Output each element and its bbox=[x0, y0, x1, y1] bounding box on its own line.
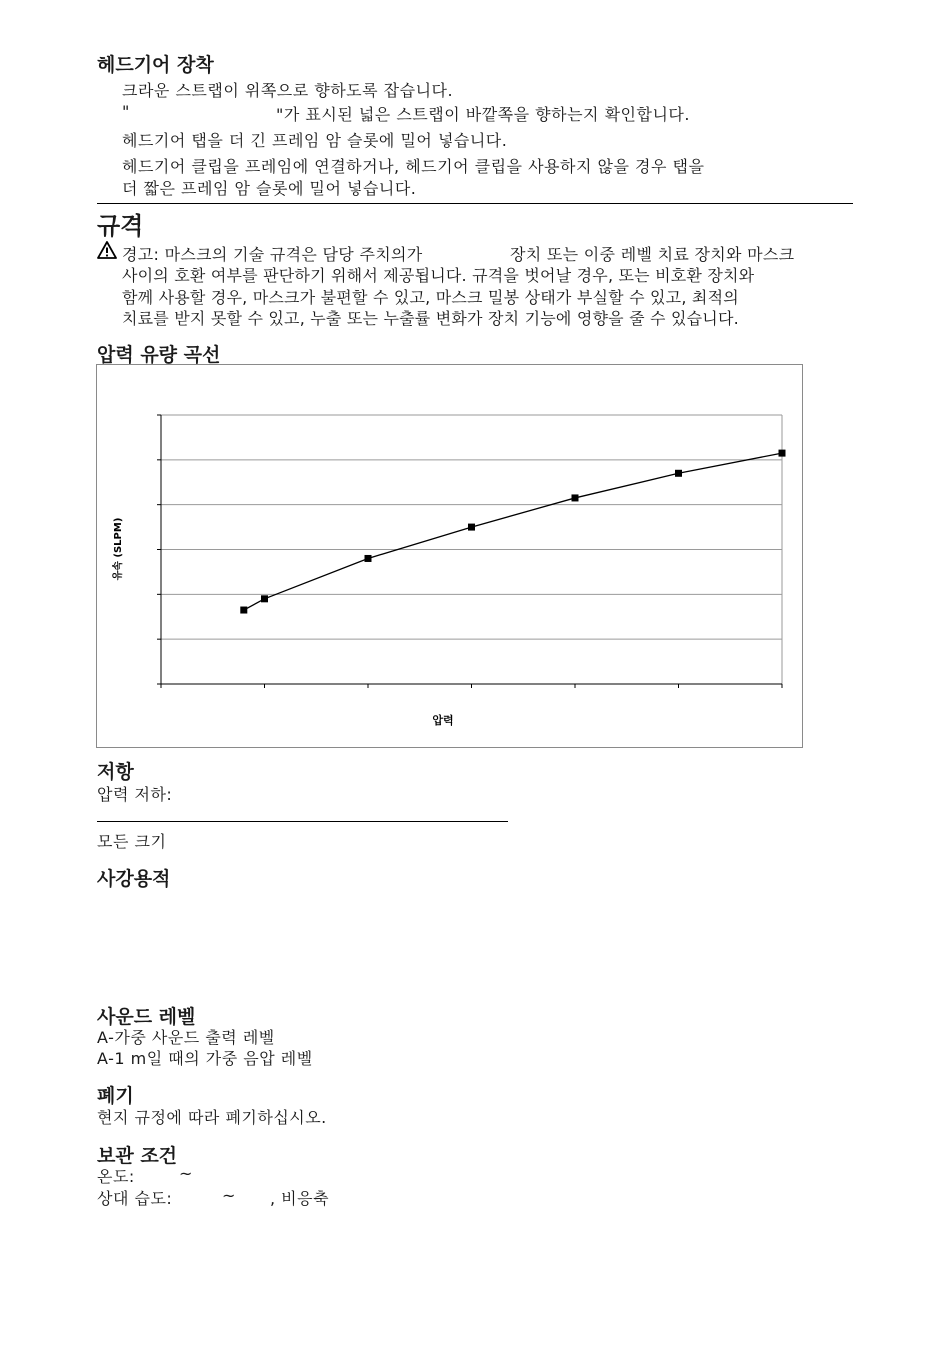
chart-data-point-0 bbox=[240, 607, 247, 614]
warning-line-1b: 장치 또는 이중 레벨 치료 장치와 마스크 bbox=[510, 245, 795, 264]
humidity-label: 상대 습도: bbox=[97, 1189, 173, 1208]
pressure-flow-chart bbox=[96, 364, 803, 748]
resistance-table-rule bbox=[97, 821, 508, 822]
chart-data-point-3 bbox=[468, 524, 475, 531]
headgear-line-2: "가 표시된 넓은 스트랩이 바깥쪽을 향하는지 확인합니다. bbox=[276, 105, 690, 124]
resistance-title: 저항 bbox=[97, 761, 134, 783]
humidity-separator: ~ bbox=[222, 1186, 236, 1205]
temperature-separator: ~ bbox=[179, 1164, 193, 1183]
chart-data-point-2 bbox=[365, 555, 372, 562]
storage-title: 보관 조건 bbox=[97, 1145, 178, 1167]
chart-data-point-5 bbox=[675, 470, 682, 477]
warning-line-1a: 경고: 마스크의 기술 규격은 담당 주치의가 bbox=[122, 245, 423, 264]
sound-line-2: A-1 m일 때의 가중 음압 레벨 bbox=[97, 1049, 313, 1068]
disposal-text: 현지 규정에 따라 폐기하십시오. bbox=[97, 1108, 327, 1127]
all-sizes-label: 모든 크기 bbox=[97, 832, 167, 851]
warning-line-2: 사이의 호환 여부를 판단하기 위해서 제공됩니다. 규격을 벗어날 경우, 또는 비호환 장치와 bbox=[122, 266, 755, 285]
chart-x-axis-label: 압력 bbox=[432, 714, 454, 727]
chart-data-point-4 bbox=[572, 494, 579, 501]
headgear-line-2-open-quote: " bbox=[122, 102, 130, 121]
humidity-suffix: , 비응축 bbox=[270, 1189, 330, 1208]
temperature-label: 온도: bbox=[97, 1167, 135, 1186]
disposal-title: 폐기 bbox=[97, 1085, 134, 1107]
section-divider bbox=[97, 203, 853, 204]
warning-line-4: 치료를 받지 못할 수 있고, 누출 또는 누출률 변화가 장치 기능에 영향을 줄 수 있습니다. bbox=[122, 309, 739, 328]
warning-line-3: 함께 사용할 경우, 마스크가 불편할 수 있고, 마스크 밀봉 상태가 부실할 수 있고, 최적의 bbox=[122, 288, 739, 307]
headgear-line-3: 헤드기어 탭을 더 긴 프레임 암 슬롯에 밀어 넣습니다. bbox=[122, 131, 508, 150]
headgear-line-5: 더 짧은 프레임 암 슬롯에 밀어 넣습니다. bbox=[122, 179, 417, 198]
sound-title: 사운드 레벨 bbox=[97, 1006, 196, 1028]
headgear-line-1: 크라운 스트랩이 위쪽으로 향하도록 잡습니다. bbox=[122, 81, 454, 100]
chart-data-point-1 bbox=[261, 595, 268, 602]
pressure-drop-label: 압력 저하: bbox=[97, 785, 173, 804]
specs-title: 규격 bbox=[97, 212, 144, 240]
chart-series-line-0 bbox=[244, 453, 782, 610]
dead-space-title: 사강용적 bbox=[97, 868, 171, 890]
chart-y-axis-label: 유속 (SLPM) bbox=[113, 517, 124, 581]
chart-data-point-6 bbox=[779, 450, 786, 457]
headgear-title: 헤드기어 장착 bbox=[97, 54, 214, 76]
warning-icon bbox=[97, 241, 117, 259]
headgear-line-4: 헤드기어 클립을 프레임에 연결하거나, 헤드기어 클립을 사용하지 않을 경우 탭을 bbox=[122, 157, 705, 176]
sound-line-1: A-가중 사운드 출력 레벨 bbox=[97, 1028, 275, 1047]
chart-section-title: 압력 유량 곡선 bbox=[97, 344, 221, 366]
